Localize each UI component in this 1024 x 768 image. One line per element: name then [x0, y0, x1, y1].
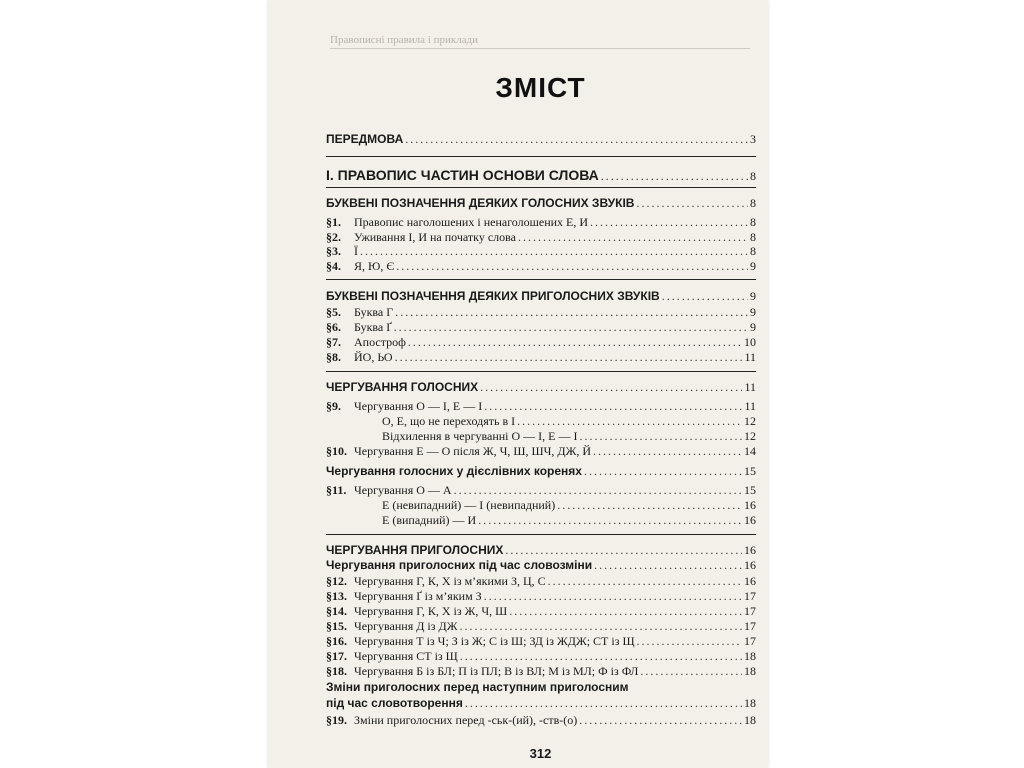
dot-leader — [590, 214, 748, 230]
toc-entry-label: ПЕРЕДМОВА — [326, 132, 404, 146]
toc-page-number: 16 — [744, 558, 756, 572]
toc-entry[interactable] — [326, 195, 756, 211]
dot-leader — [640, 663, 742, 679]
dot-leader — [584, 463, 742, 479]
toc-page-number: 18 — [744, 713, 756, 727]
toc-entry-label: Відхилення в чергуванні О — І, Е — І — [382, 429, 578, 443]
dot-leader — [395, 349, 743, 365]
toc-entry[interactable] — [326, 443, 756, 459]
toc-page-number: 9 — [750, 289, 756, 303]
toc-page-number: 8 — [750, 196, 756, 210]
toc-entry-label: під час словотворення — [326, 696, 463, 710]
toc-entry[interactable] — [326, 633, 756, 649]
toc-entry[interactable] — [326, 573, 756, 589]
toc-entry[interactable] — [326, 214, 756, 230]
dot-leader — [394, 319, 748, 335]
toc-entry-label: І. ПРАВОПИС ЧАСТИН ОСНОВИ СЛОВА — [326, 167, 599, 183]
toc-entry-label: Чергування Е — О після Ж, Ч, Ш, ШЧ, ДЖ, Й — [354, 444, 591, 458]
toc-entry[interactable] — [326, 603, 756, 619]
toc-page-number: 16 — [744, 513, 756, 527]
toc-entry[interactable] — [326, 512, 756, 528]
dot-leader — [580, 428, 743, 444]
section-number: §11. — [326, 483, 347, 497]
toc-entry-label: Ї — [354, 244, 358, 258]
toc-entry[interactable] — [326, 542, 756, 558]
toc-entry-label: Е (невипадний) — І (невипадний) — [382, 498, 556, 512]
toc-entry[interactable] — [326, 398, 756, 414]
toc-page-number: 11 — [744, 380, 756, 394]
dot-leader — [579, 712, 742, 728]
dot-leader — [480, 379, 742, 395]
toc-entry[interactable] — [326, 379, 756, 395]
toc-entry-label: Чергування Г, К, Х із Ж, Ч, Ш — [354, 604, 508, 618]
toc-entry[interactable] — [326, 428, 756, 444]
section-number: §17. — [326, 649, 347, 663]
section-number: §8. — [326, 350, 341, 364]
toc-entry[interactable] — [326, 482, 756, 498]
toc-page-number: 12 — [744, 429, 756, 443]
dot-leader — [637, 633, 742, 649]
section-number: §10. — [326, 444, 347, 458]
section-divider — [326, 534, 756, 535]
toc-entry[interactable] — [326, 349, 756, 365]
toc-page-number: 9 — [750, 259, 756, 273]
toc-entry[interactable] — [326, 588, 756, 604]
toc-entry-label: БУКВЕНІ ПОЗНАЧЕННЯ ДЕЯКИХ ГОЛОСНИХ ЗВУКІВ — [326, 196, 635, 210]
running-header: Правописні правила і приклади — [330, 34, 750, 49]
dot-leader — [460, 648, 742, 664]
toc-entry[interactable] — [326, 618, 756, 634]
toc-entry[interactable] — [326, 319, 756, 335]
toc-entry[interactable] — [326, 243, 756, 259]
toc-entry-label: Зміни приголосних перед -ськ-(ий), -ств-(о) — [354, 713, 578, 727]
toc-page-number: 8 — [750, 215, 756, 229]
dot-leader — [505, 542, 742, 558]
toc-entry[interactable] — [326, 167, 756, 183]
section-number: §5. — [326, 305, 341, 319]
toc-page-number: 17 — [744, 589, 756, 603]
section-divider — [326, 156, 756, 157]
toc-page-number: 8 — [750, 230, 756, 244]
toc-entry-label: Правопис наголошених і ненаголошених Е, И — [354, 215, 589, 229]
dot-leader — [360, 243, 748, 259]
section-number: §1. — [326, 215, 341, 229]
dot-leader — [478, 512, 742, 528]
section-number: §18. — [326, 664, 347, 678]
toc-page-number: 15 — [744, 464, 756, 478]
toc-entry-label: Чергування СТ із Щ — [354, 649, 458, 663]
page-number: 312 — [529, 746, 552, 761]
toc-page-number: 11 — [744, 350, 756, 364]
dot-leader — [484, 398, 742, 414]
dot-leader — [484, 588, 742, 604]
toc-page-number: 14 — [744, 444, 756, 458]
toc-entry-label: Е (випадний) — И — [382, 513, 477, 527]
toc-entry-label: Апостроф — [354, 335, 406, 349]
toc-page-number: 10 — [744, 335, 756, 349]
section-number: §14. — [326, 604, 347, 618]
toc-entry[interactable] — [326, 258, 756, 274]
dot-leader — [408, 334, 742, 350]
toc-entry-label: Чергування О — А — [354, 483, 452, 497]
toc-entry[interactable] — [326, 695, 756, 711]
toc-entry-label: ЧЕРГУВАННЯ ГОЛОСНИХ — [326, 380, 479, 394]
toc-entry-label: Чергування Г, К, Х із м’якими З, Ц, С — [354, 574, 546, 588]
dot-leader — [465, 695, 742, 711]
toc-entry[interactable] — [326, 663, 756, 679]
dot-leader — [459, 618, 742, 634]
toc-entry[interactable] — [326, 497, 756, 513]
toc-entry[interactable] — [326, 304, 756, 320]
dot-leader — [405, 131, 748, 147]
dot-leader — [395, 304, 748, 320]
toc-page-number: 8 — [750, 169, 756, 183]
toc-page-number: 9 — [750, 320, 756, 334]
toc-entry[interactable] — [326, 463, 756, 479]
toc-entry-label: Чергування Д із ДЖ — [354, 619, 458, 633]
toc-page-number: 3 — [750, 132, 756, 146]
toc-entry-label: Чергування Т із Ч; З із Ж; С із Ш; ЗД із ЖДЖ; СТ із Щ — [354, 634, 635, 648]
section-number: §7. — [326, 335, 341, 349]
toc-entry-label: О, Е, що не переходять в І — [382, 414, 516, 428]
section-divider — [326, 187, 756, 188]
toc-entry-label: Чергування Ґ із м’яким З — [354, 589, 482, 603]
dot-leader — [557, 497, 742, 513]
toc-page-number: 9 — [750, 305, 756, 319]
section-number: §4. — [326, 259, 341, 273]
dot-leader — [662, 288, 748, 304]
toc-page-number: 16 — [744, 574, 756, 588]
toc-entry-label: ЙО, ЬО — [354, 350, 393, 364]
dot-leader — [594, 557, 742, 573]
toc-entry[interactable] — [326, 712, 756, 728]
section-number: §6. — [326, 320, 341, 334]
toc-entry-label: Чергування О — І, Е — І — [354, 399, 483, 413]
dot-leader — [454, 482, 742, 498]
dot-leader — [517, 413, 742, 429]
toc-entry-label: Уживання І, И на початку слова — [354, 230, 516, 244]
section-number: §2. — [326, 230, 341, 244]
toc-entry[interactable] — [326, 413, 756, 429]
toc-entry-label: Зміни приголосних перед наступним приголосним — [326, 680, 629, 694]
toc-entry-label: Буква Г — [354, 305, 394, 319]
section-divider — [326, 371, 756, 372]
dot-leader — [548, 573, 742, 589]
dot-leader — [396, 258, 748, 274]
toc-page-number: 17 — [744, 604, 756, 618]
toc-page-number: 18 — [744, 696, 756, 710]
toc-entry[interactable] — [326, 288, 756, 304]
section-number: §13. — [326, 589, 347, 603]
section-number: §9. — [326, 399, 341, 413]
toc-entry-label: Чергування голосних у дієслівних коренях — [326, 464, 582, 478]
toc-page-number: 18 — [744, 664, 756, 678]
dot-leader — [636, 195, 748, 211]
toc-page-number: 12 — [744, 414, 756, 428]
toc-page-number: 15 — [744, 483, 756, 497]
toc-page-number: 8 — [750, 244, 756, 258]
toc-entry-label: БУКВЕНІ ПОЗНАЧЕННЯ ДЕЯКИХ ПРИГОЛОСНИХ ЗВУКІВ — [326, 289, 660, 303]
page-title: ЗМІСТ — [495, 72, 586, 103]
dot-leader — [593, 443, 742, 459]
toc-page-number: 18 — [744, 649, 756, 663]
dot-leader — [509, 603, 742, 619]
section-number: §12. — [326, 574, 347, 588]
toc-entry-label: Буква Ґ — [354, 320, 392, 334]
toc-entry[interactable] — [326, 557, 756, 573]
toc-page-number: 16 — [744, 498, 756, 512]
section-divider — [326, 279, 756, 280]
toc-entry[interactable] — [326, 648, 756, 664]
toc-page-number: 17 — [744, 634, 756, 648]
toc-entry[interactable] — [326, 679, 756, 695]
toc-entry[interactable] — [326, 131, 756, 147]
toc-entry-label: Я, Ю, Є — [354, 259, 395, 273]
section-number: §16. — [326, 634, 347, 648]
dot-leader — [601, 168, 748, 184]
toc-page-number: 17 — [744, 619, 756, 633]
section-number: §3. — [326, 244, 341, 258]
toc-page-number: 11 — [744, 399, 756, 413]
toc-page-number: 16 — [744, 543, 756, 557]
toc-entry-label: ЧЕРГУВАННЯ ПРИГОЛОСНИХ — [326, 543, 504, 557]
section-number: §15. — [326, 619, 347, 633]
toc-entry-label: Чергування приголосних під час словозміни — [326, 558, 593, 572]
toc-entry-label: Чергування Б із БЛ; П із ПЛ; В із ВЛ; М із МЛ; Ф із ФЛ — [354, 664, 639, 678]
toc-entry[interactable] — [326, 334, 756, 350]
section-number: §19. — [326, 713, 347, 727]
